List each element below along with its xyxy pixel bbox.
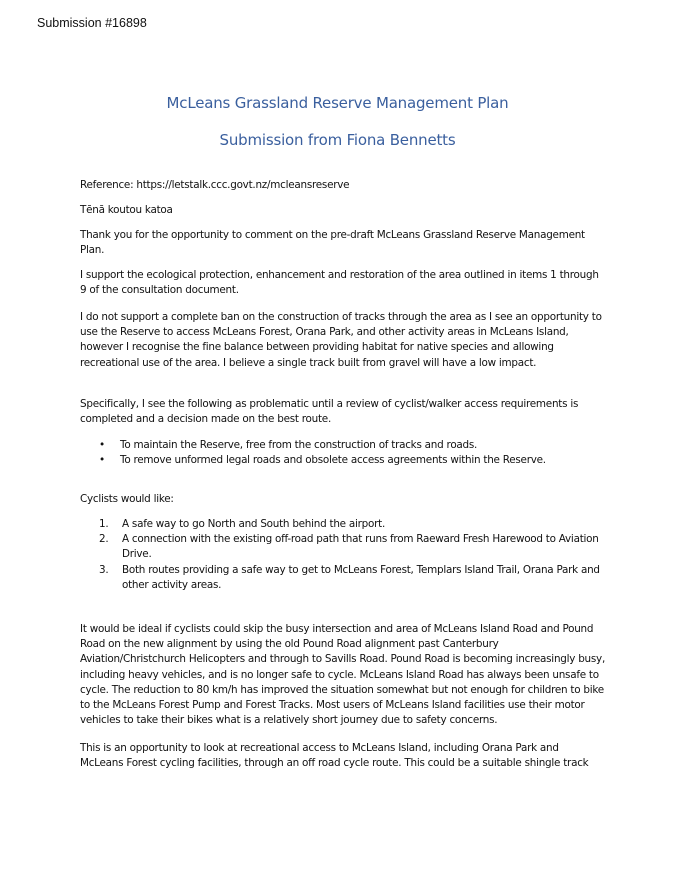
numbered-list — [80, 517, 605, 593]
bullet-item — [80, 438, 605, 453]
numbered-text: A connection with the existing off-road path that runs from Raeward Fresh Harewood to Aviation Drive. — [122, 533, 599, 561]
greeting-text: Tēnā koutou katoa — [80, 204, 173, 216]
paragraph-text: I support the ecological protection, enhancement and restoration of the area outlined in items 1 through 9 of the consultation document. — [80, 269, 599, 297]
paragraph-ideal — [80, 622, 605, 728]
bullet-text: To maintain the Reserve, free from the construction of tracks and roads. — [120, 439, 478, 451]
numbered-marker: 3. — [99, 563, 109, 576]
paragraph-specifically — [80, 397, 605, 427]
numbered-item — [80, 563, 605, 593]
numbered-item — [80, 532, 605, 562]
paragraph-text: I do not support a complete ban on the construction of tracks through the area as I see an opportunity to use the Reserve to access McLeans Forest, Orana Park, and other activity areas in McLeans Island, however I recognise the fine balance between providing habitat for native species and allowing recreational use of the area. I believe a single track built from gravel will have a low impact. — [80, 311, 602, 369]
reference-line — [80, 178, 605, 193]
bullet-item — [80, 453, 605, 468]
reference-text: Reference: https://letstalk.ccc.govt.nz/mcleansreserve — [80, 179, 350, 191]
paragraph-text: Specifically, I see the following as problematic until a review of cyclist/walker access requirements is completed and a decision made on the best route. — [80, 398, 579, 426]
cyclists-intro — [80, 492, 605, 507]
paragraph-opportunity — [80, 741, 605, 771]
document-subtitle: Submission from Fiona Bennetts — [219, 131, 456, 149]
paragraph-text: This is an opportunity to look at recreational access to McLeans Island, including Orana Park and McLeans Forest cycling facilities, through an off road cycle route. This could be a suitable shingle track — [80, 742, 589, 770]
numbered-item — [80, 517, 605, 532]
numbered-marker: 2. — [99, 533, 109, 546]
submission-id: Submission #16898 — [37, 16, 147, 30]
numbered-marker: 1. — [99, 518, 109, 530]
cyclists-intro-text: Cyclists would like: — [80, 493, 174, 505]
numbered-text: Both routes providing a safe way to get to McLeans Forest, Templars Island Trail, Orana Park and other activity areas. — [122, 563, 600, 591]
paragraph-support — [80, 268, 605, 298]
paragraph-thanks — [80, 228, 605, 258]
bullet-icon: • — [99, 454, 105, 467]
paragraph-text: Thank you for the opportunity to comment on the pre-draft McLeans Grassland Reserve Management Plan. — [80, 229, 585, 257]
paragraph-no-ban — [80, 310, 605, 371]
paragraph-text: It would be ideal if cyclists could skip the busy intersection and area of McLeans Island Road and Pound Road on the new alignment by using the old Pound Road alignment past Canterbury Aviation/Christchurch Helicopters and through to Savills Road. Pound Road is becoming increasingly busy, including heavy vehicles, and is no longer safe to cycle. McLeans Island Road has always been unsafe to cycle. The reduction to 80 km/h has improved the situation somewhat but not enough for children to bike to the McLeans Forest Pump and Forest Tracks. Most users of McLeans Island facilities use their motor vehicles to take their bikes what is a relatively short journey due to safety concerns. — [80, 623, 606, 727]
greeting — [80, 203, 605, 218]
bullet-text: To remove unformed legal roads and obsolete access agreements within the Reserve. — [120, 454, 546, 467]
numbered-text: A safe way to go North and South behind the airport. — [122, 518, 385, 530]
bullet-icon: • — [99, 439, 105, 451]
bullet-list — [80, 438, 605, 468]
document-title: McLeans Grassland Reserve Management Plan — [166, 94, 509, 112]
